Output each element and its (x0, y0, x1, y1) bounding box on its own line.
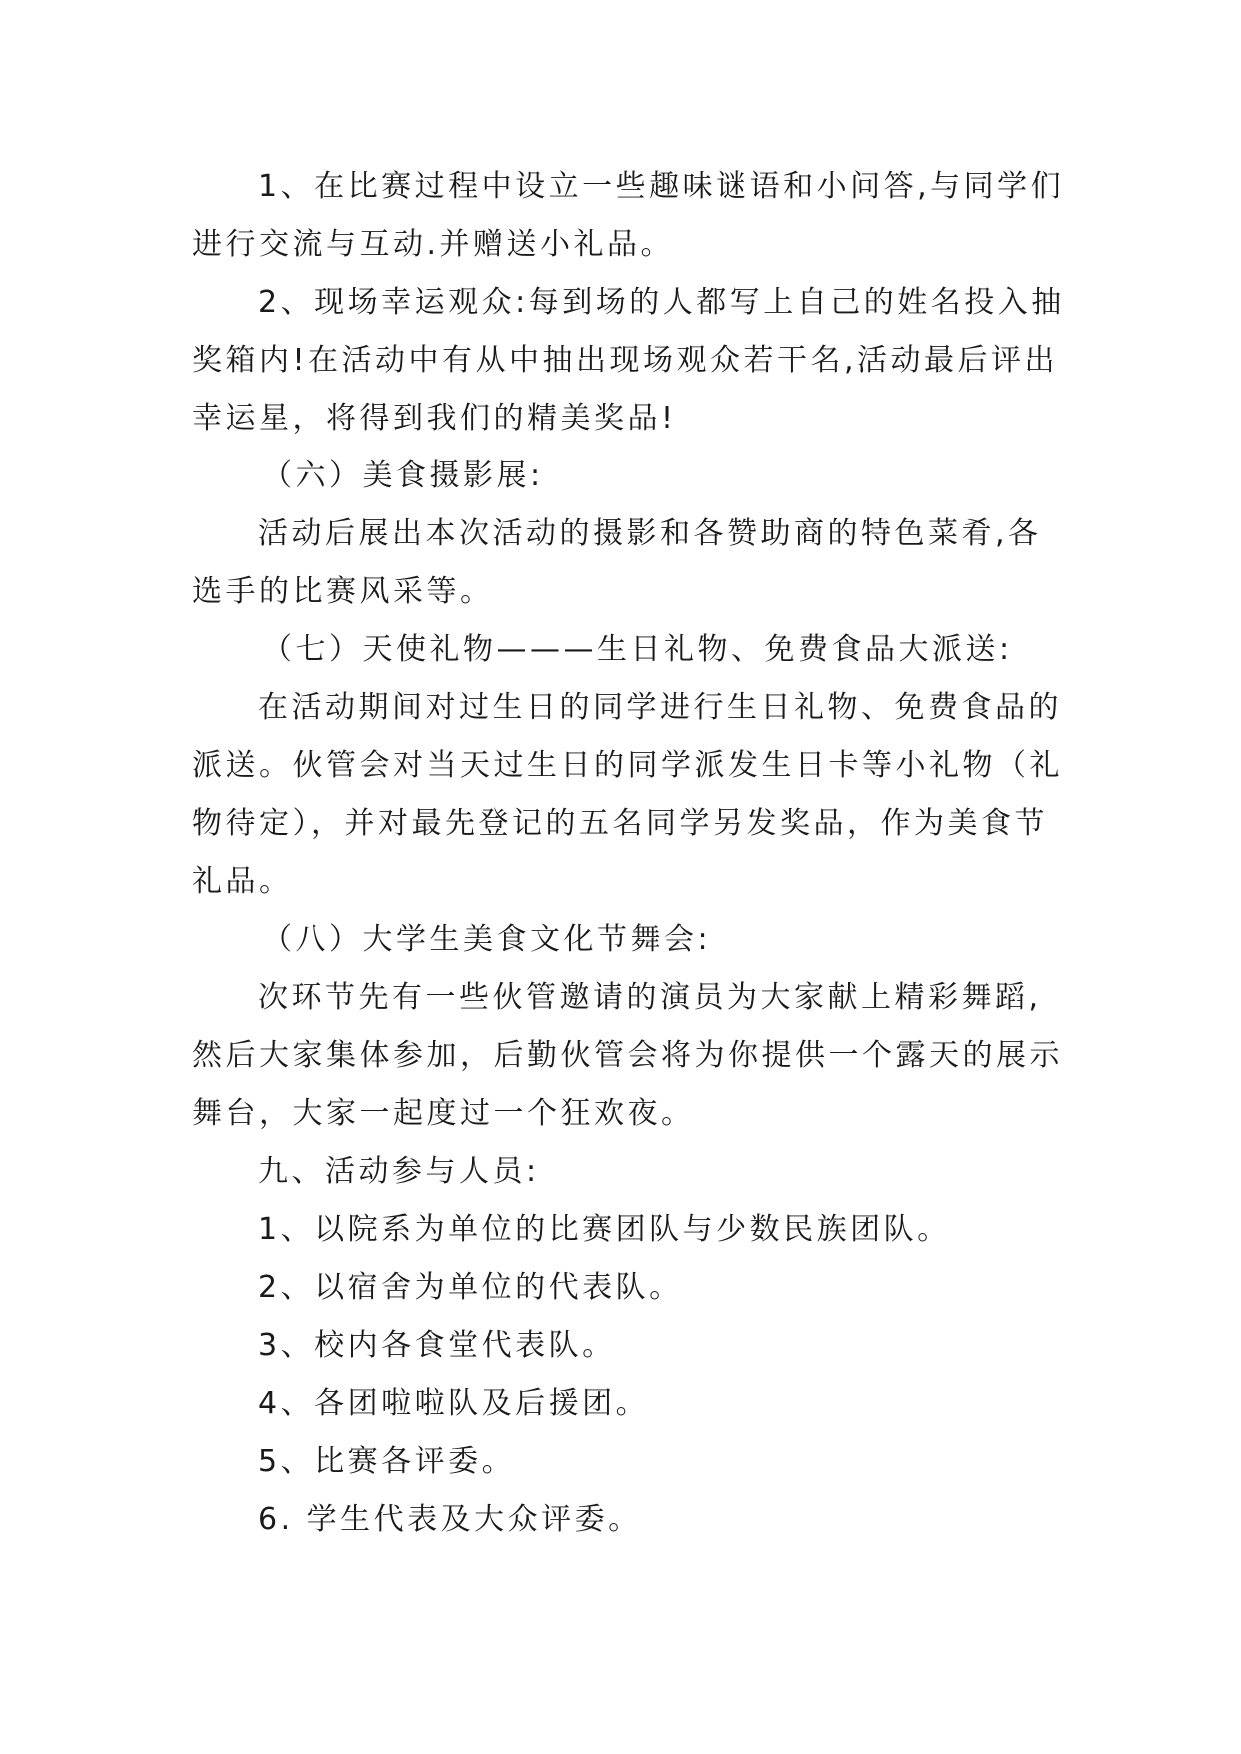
text-line-11: 派送。伙管会对当天过生日的同学派发生日卡等小礼物（礼 (192, 748, 1063, 783)
text-line-16: 然后大家集体参加，后勤伙管会将为你提供一个露天的展示 (192, 1038, 1063, 1073)
list-item-2: 2、以宿舍为单位的代表队。 (258, 1270, 683, 1305)
text-line-8: 选手的比赛风采等。 (192, 574, 494, 609)
text-line-7: 活动后展出本次活动的摄影和各赞助商的特色菜肴,各 (258, 516, 1042, 551)
text-line-3: 2、现场幸运观众:每到场的人都写上自己的姓名投入抽 (258, 285, 1065, 320)
text-line-5: 幸运星，将得到我们的精美奖品! (192, 401, 677, 436)
list-item-3: 3、校内各食堂代表队。 (258, 1328, 616, 1363)
text-line-4: 奖箱内!在活动中有从中抽出现场观众若干名,活动最后评出 (192, 343, 1059, 378)
section-heading-6: （六）美食摄影展: (262, 458, 544, 493)
text-line-12: 物待定），并对最先登记的五名同学另发奖品，作为美食节 (192, 806, 1048, 841)
section-heading-7: （七）天使礼物———生日礼物、免费食品大派送: (262, 632, 1013, 667)
text-line-1: 1、在比赛过程中设立一些趣味谜语和小问答,与同学们 (258, 169, 1065, 204)
list-item-6: 6. 学生代表及大众评委。 (258, 1502, 642, 1537)
text-line-2: 进行交流与互动.并赠送小礼品。 (192, 227, 675, 262)
list-item-5: 5、比赛各评委。 (258, 1444, 516, 1479)
section-heading-9: 九、活动参与人员: (258, 1154, 540, 1189)
text-line-17: 舞台，大家一起度过一个狂欢夜。 (192, 1096, 695, 1131)
text-line-10: 在活动期间对过生日的同学进行生日礼物、免费食品的 (258, 690, 1062, 725)
list-item-4: 4、各团啦啦队及后援团。 (258, 1386, 650, 1421)
text-line-15: 次环节先有一些伙管邀请的演员为大家献上精彩舞蹈, (258, 980, 1042, 1015)
text-line-13: 礼品。 (192, 864, 293, 899)
section-heading-8: （八）大学生美食文化节舞会: (262, 922, 712, 957)
list-item-1: 1、以院系为单位的比赛团队与少数民族团队。 (258, 1212, 951, 1247)
